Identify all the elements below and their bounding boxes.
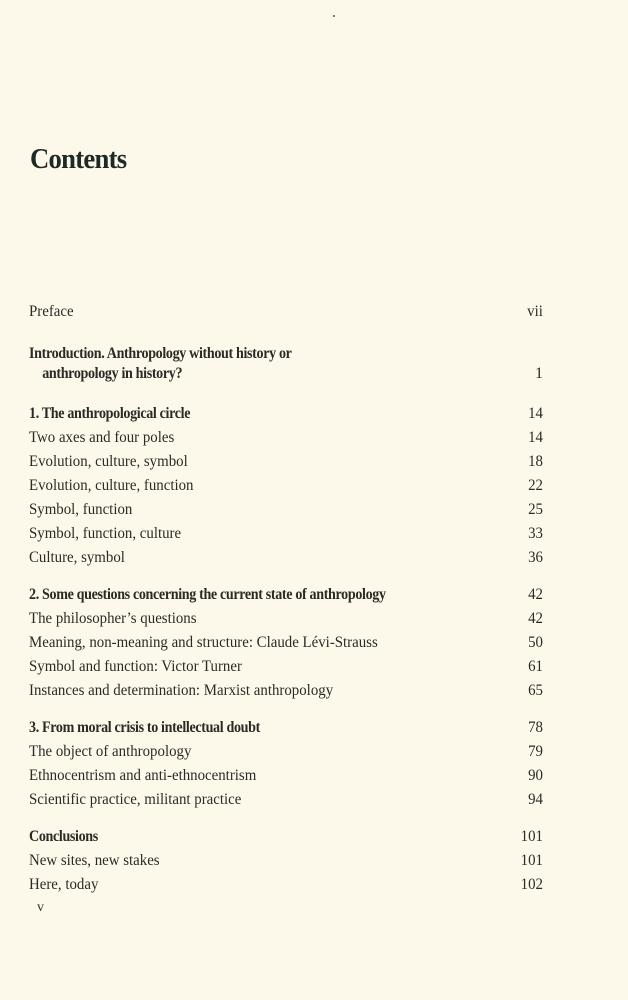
table-of-contents — [29, 300, 543, 897]
section-label: Ethnocentrism and anti-ethnocentrism — [29, 767, 257, 784]
section-page: 94 — [528, 791, 543, 808]
section-label: Two axes and four poles — [29, 429, 175, 446]
toc-section — [29, 498, 543, 522]
entry-label: Preface — [29, 303, 74, 320]
section-page: 61 — [528, 658, 543, 675]
section-label: Here, today — [29, 876, 99, 893]
toc-section — [29, 655, 543, 679]
chapter-label: 1. The anthropological circle — [29, 405, 191, 422]
toc-section — [29, 546, 543, 570]
section-page: 102 — [520, 876, 543, 893]
toc-section — [29, 450, 543, 474]
section-label: New sites, new stakes — [29, 852, 160, 869]
chapter-page: 78 — [528, 719, 543, 736]
chapter-label: 2. Some questions concerning the current state of anthropology — [29, 586, 386, 603]
chapter-label: Conclusions — [29, 828, 98, 845]
toc-section — [29, 873, 543, 897]
toc-section — [29, 522, 543, 546]
toc-entry-preface — [29, 300, 543, 324]
entry-page: 1 — [535, 365, 543, 382]
section-label: Evolution, culture, symbol — [29, 453, 188, 470]
section-page: 18 — [528, 453, 543, 470]
section-page: 50 — [528, 634, 543, 651]
chapter-page: 101 — [520, 828, 543, 845]
toc-section — [29, 607, 543, 631]
section-page: 33 — [528, 525, 543, 542]
entry-label-line2: anthropology in history? — [42, 365, 183, 382]
chapter-page: 42 — [528, 586, 543, 603]
chapter-label: 3. From moral crisis to intellectual doubt — [29, 719, 260, 736]
toc-section — [29, 788, 543, 812]
toc-section — [29, 474, 543, 498]
toc-section — [29, 426, 543, 450]
section-label: Evolution, culture, function — [29, 477, 194, 494]
section-label: Scientific practice, militant practice — [29, 791, 242, 808]
section-page: 42 — [528, 610, 543, 627]
toc-entry-introduction — [29, 344, 543, 384]
toc-chapter-2 — [29, 583, 543, 607]
section-page: 79 — [528, 743, 543, 760]
page-title: Contents — [30, 143, 127, 175]
page-number: v — [37, 900, 44, 915]
section-label: Instances and determination: Marxist anthropology — [29, 682, 334, 699]
entry-page: vii — [527, 303, 543, 320]
toc-chapter-3 — [29, 716, 543, 740]
section-label: Meaning, non-meaning and structure: Claude Lévi-Strauss — [29, 634, 378, 651]
chapter-page: 14 — [528, 405, 543, 422]
section-page: 14 — [528, 429, 543, 446]
entry-label-line1: Introduction. Anthropology without history or — [29, 345, 292, 362]
toc-section — [29, 631, 543, 655]
section-page: 25 — [528, 501, 543, 518]
section-page: 90 — [528, 767, 543, 784]
section-label: Symbol and function: Victor Turner — [29, 658, 242, 675]
toc-section — [29, 764, 543, 788]
section-page: 101 — [520, 852, 543, 869]
section-label: Symbol, function — [29, 501, 133, 518]
toc-chapter-1 — [29, 402, 543, 426]
section-page: 65 — [528, 682, 543, 699]
toc-section — [29, 740, 543, 764]
section-label: Culture, symbol — [29, 549, 125, 566]
section-label: The object of anthropology — [29, 743, 192, 760]
toc-section — [29, 679, 543, 703]
toc-section — [29, 849, 543, 873]
section-label: The philosopher’s questions — [29, 610, 197, 627]
section-label: Symbol, function, culture — [29, 525, 182, 542]
toc-conclusions — [29, 825, 543, 849]
print-speck — [333, 15, 335, 17]
section-page: 36 — [528, 549, 543, 566]
section-page: 22 — [528, 477, 543, 494]
